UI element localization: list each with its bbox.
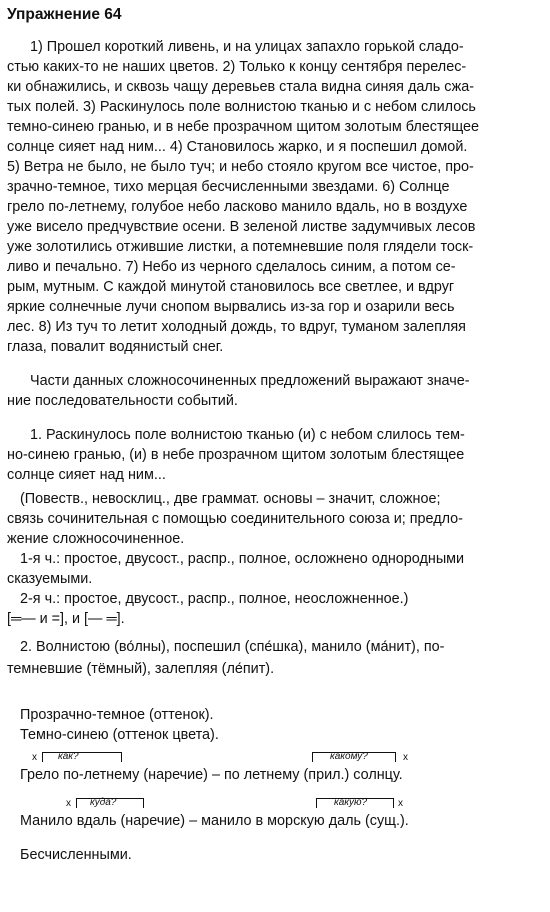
question-mark-x: x bbox=[403, 752, 408, 763]
text-line: стью каких-то не наших цветов. 2) Только к концу сентября перелес- bbox=[7, 59, 467, 75]
note-line: Части данных сложносочиненных предложений выражают значе- bbox=[30, 373, 470, 389]
question-mark-x: x bbox=[66, 798, 71, 809]
roots-line: темневшие (тёмный), залепляя (ле́пит). bbox=[7, 661, 275, 677]
question-mark-x: x bbox=[32, 752, 37, 763]
analysis-line: жение сложносочиненное. bbox=[7, 531, 185, 547]
question-bracket bbox=[42, 752, 122, 762]
roots-line: 2. Волнистою (во́лны), поспешил (спе́шка), манило (ма́нит), по- bbox=[20, 639, 445, 655]
text-line: ки обнажились, и сквозь чащу деревьев стала видна синяя даль сжа- bbox=[7, 79, 475, 95]
analysis-line: 2-я ч.: простое, двусост., распр., полное, неосложненное.) bbox=[20, 591, 409, 607]
analysis-line: сказуемыми. bbox=[7, 571, 93, 587]
text-line: уже висело предчувствие осени. В зеленой листве задумчивых лесов bbox=[7, 219, 476, 235]
example-line: Темно-синею (оттенок цвета). bbox=[20, 727, 219, 743]
text-line: уже золотились отжившие листки, а потемневшие поля глядели тоск- bbox=[7, 239, 474, 255]
exercise-title: Упражнение 64 bbox=[7, 6, 122, 23]
note-line: ние последовательности событий. bbox=[7, 393, 238, 409]
text-line: глаза, повалит водянистый снег. bbox=[7, 339, 224, 355]
example-line: Прозрачно-темное (оттенок). bbox=[20, 707, 214, 723]
text-line: рым, мутным. С каждой минутой становилось все светлее, и вдруг bbox=[7, 279, 455, 295]
text-line: 1) Прошел короткий ливень, и на улицах запахло горькой сладо- bbox=[30, 39, 464, 55]
text-line: темно-синею гранью, и в небе прозрачном щитом золотым блестящее bbox=[7, 119, 480, 135]
analysis-line: 1-я ч.: простое, двусост., распр., полное, осложнено однородными bbox=[20, 551, 465, 567]
analysis-line: солнце сияет над ним... bbox=[7, 467, 166, 483]
question-label: как? bbox=[58, 751, 79, 762]
text-line: тых полей. 3) Раскинулось поле волнистою тканью и с небом слилось bbox=[7, 99, 476, 115]
text-line: лес. 8) Из туч то летит холодный дождь, то вдруг, туманом залепляя bbox=[7, 319, 466, 335]
analysis-line: но-синею гранью, (и) в небе прозрачном щитом золотым блестящее bbox=[7, 447, 465, 463]
text-line: ливо и печально. 7) Небо из черного сделалось синим, а потом се- bbox=[7, 259, 456, 275]
text-line: яркие солнечные лучи снопом вырвались из-за гор и озарили весь bbox=[7, 299, 455, 315]
text-line: зрачно-темное, тихо мерцая бесчисленными звездами. 6) Солнце bbox=[7, 179, 450, 195]
question-label: куда? bbox=[90, 797, 117, 808]
analysis-line: связь сочинительная с помощью соединительного союза и; предло- bbox=[7, 511, 463, 527]
analysis-line: 1. Раскинулось поле волнистою тканью (и) с небом слилось тем- bbox=[30, 427, 465, 443]
sentence-scheme: [═— и =], и [— ═]. bbox=[7, 611, 125, 627]
analysis-line: (Повеств., невосклиц., две граммат. основы – значит, сложное; bbox=[20, 491, 441, 507]
question-label: какому? bbox=[330, 751, 368, 762]
text-line: 5) Ветра не было, не было туч; и небо стояло кругом все чистое, про- bbox=[7, 159, 474, 175]
question-label: какую? bbox=[334, 797, 368, 808]
example-line: Манило вдаль (наречие) – манило в морскую даль (сущ.). bbox=[20, 813, 409, 829]
text-line: солнце сияет над ним... 4) Становилось жарко, и я поспешил домой. bbox=[7, 139, 468, 155]
example-line: Бесчисленными. bbox=[20, 847, 132, 863]
question-mark-x: x bbox=[398, 798, 403, 809]
example-line: Грело по-летнему (наречие) – по летнему (прил.) солнцу. bbox=[20, 767, 403, 783]
text-line: грело по-летнему, голубое небо ласково манило вдаль, но в воздухе bbox=[7, 199, 468, 215]
